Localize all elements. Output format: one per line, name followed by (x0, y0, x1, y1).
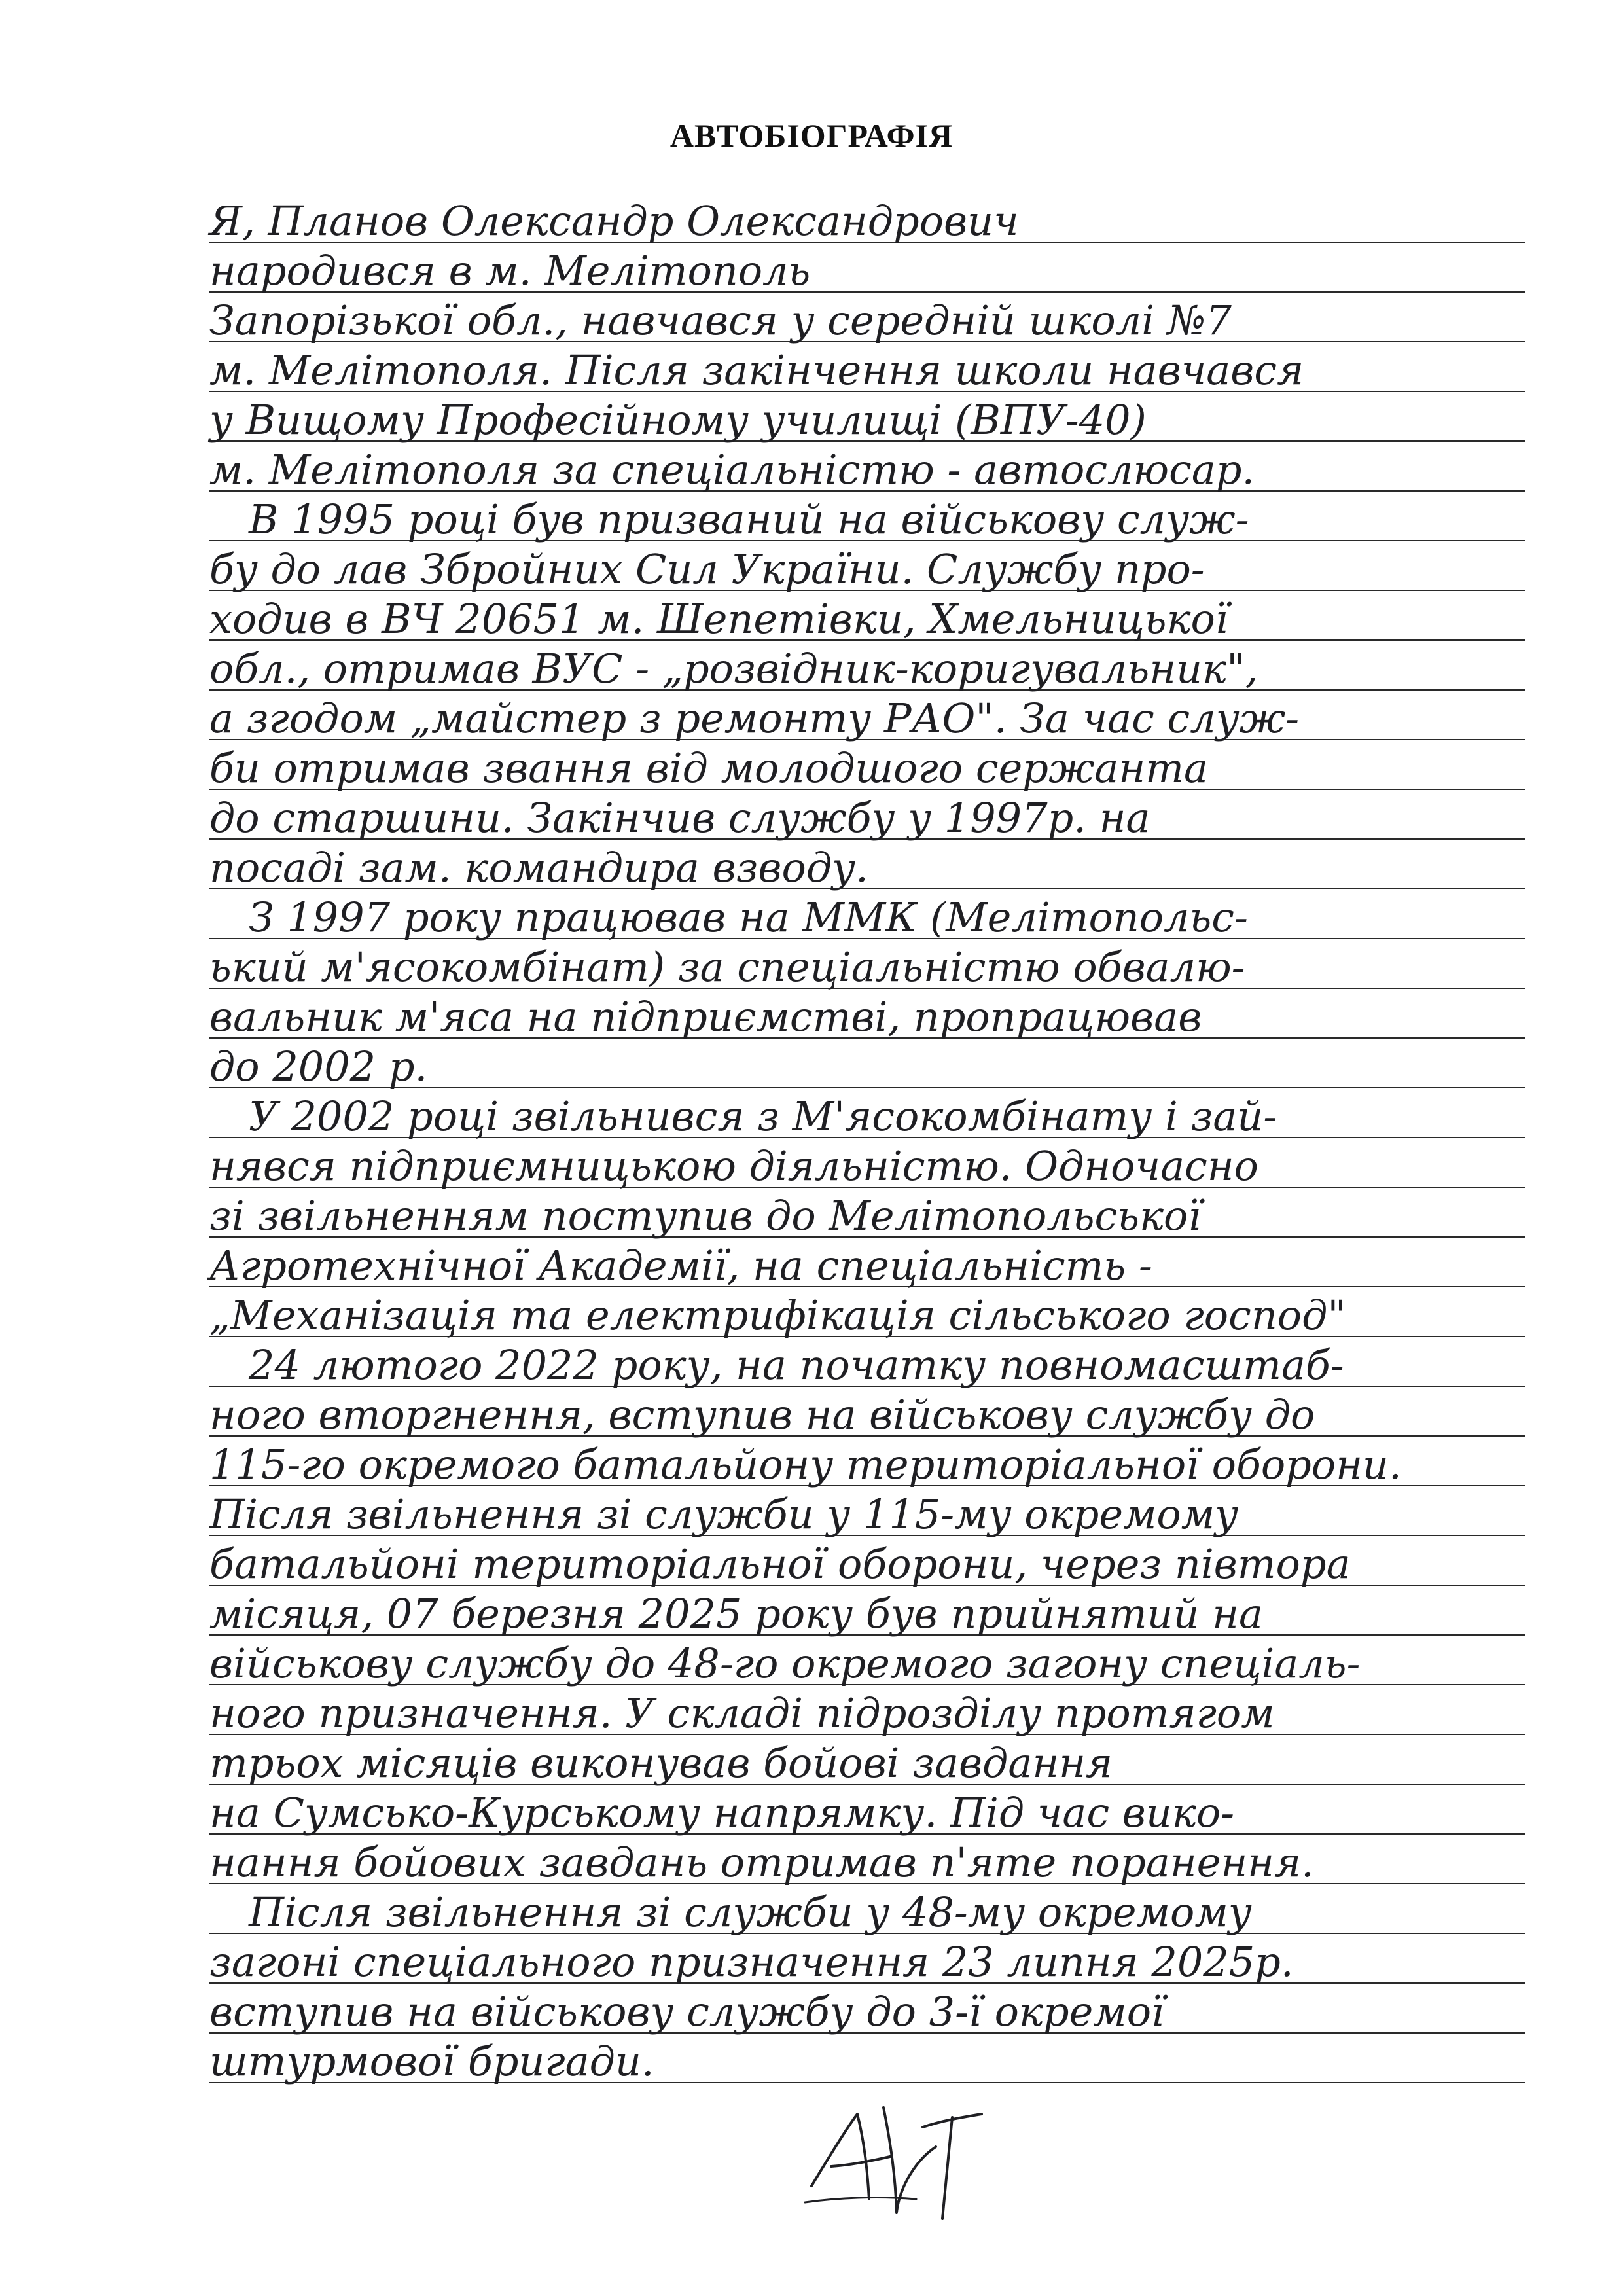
text-line: Я, Планов Олександр Олександрович (209, 197, 1019, 245)
text-line: би отримав звання від молодшого сержанта (209, 744, 1208, 792)
text-line: військову службу до 48-го окремого загону спеціаль- (209, 1640, 1361, 1687)
text-line: В 1995 році був призваний на військову служ- (249, 495, 1249, 543)
text-line: батальйоні територіальної оборони, через півтора (209, 1540, 1351, 1588)
text-line: зі звільненням поступив до Мелітопольської (209, 1192, 1202, 1240)
text-line: ький м'ясокомбінат) за спеціальністю обвалю- (209, 943, 1245, 991)
text-line: народився в м. Мелітополь (209, 247, 811, 295)
text-line: ходив в ВЧ 20651 м. Шепетівки, Хмельницької (209, 595, 1228, 643)
text-line: нявся підприємницькою діяльністю. Одночасно (209, 1142, 1258, 1190)
text-line: Запорізької обл., навчався у середній школі №7 (209, 296, 1232, 344)
signature-mark (785, 2088, 1008, 2232)
text-line: Після звільнення зі служби у 115-му окремому (209, 1490, 1239, 1538)
text-line: З 1997 року працював на ММК (Мелітопольс- (249, 893, 1248, 941)
text-line: У 2002 році звільнився з М'ясокомбінату і зай- (249, 1092, 1277, 1140)
text-line: місяця, 07 березня 2025 року був прийнятий на (209, 1590, 1264, 1638)
text-line: Після звільнення зі служби у 48-му окремому (249, 1888, 1252, 1936)
text-line: ного вторгнення, вступив на військову службу до (209, 1391, 1315, 1439)
text-line: „Механізація та електрифікація сільського господ" (209, 1291, 1346, 1339)
text-line: трьох місяців виконував бойові завдання (209, 1739, 1113, 1787)
text-line: вступив на військову службу до 3-ї окремої (209, 1988, 1164, 2036)
text-line: ного призначення. У складі підрозділу протягом (209, 1689, 1275, 1737)
text-line: 24 лютого 2022 року, на початку повномасштаб- (249, 1341, 1344, 1389)
text-line: загоні спеціального призначення 23 липня 2025р. (209, 1938, 1294, 1986)
text-line: м. Мелітополя за спеціальністю - автослюсар. (209, 446, 1255, 493)
text-line: на Сумсько-Курському напрямку. Під час вико- (209, 1789, 1235, 1837)
text-line: а згодом „майстер з ремонту РАО". За час служ- (209, 694, 1300, 742)
text-line: посаді зам. командира взводу. (209, 844, 868, 891)
text-line: до старшини. Закінчив службу у 1997р. на (209, 794, 1150, 842)
text-line: у Вищому Професійному училищі (ВПУ-40) (209, 396, 1147, 444)
text-line: м. Мелітополя. Після закінчення школи навчався (209, 346, 1304, 394)
text-line: нання бойових завдань отримав п'яте поранення. (209, 1839, 1314, 1886)
text-line: до 2002 р. (209, 1043, 428, 1090)
text-line: штурмової бригади. (209, 2037, 654, 2085)
text-line: Агротехнічної Академії, на спеціальність - (209, 1242, 1152, 1289)
text-line: бу до лав Збройних Сил України. Службу про- (209, 545, 1205, 593)
text-line: вальник м'яса на підприємстві, пропрацював (209, 993, 1202, 1041)
signature (785, 2088, 1008, 2232)
text-line: 115-го окремого батальйону територіальної оборони. (209, 1441, 1402, 1488)
text-line: обл., отримав ВУС - „розвідник-коригувальник", (209, 645, 1258, 692)
document-title: АВТОБІОГРАФІЯ (669, 117, 954, 154)
